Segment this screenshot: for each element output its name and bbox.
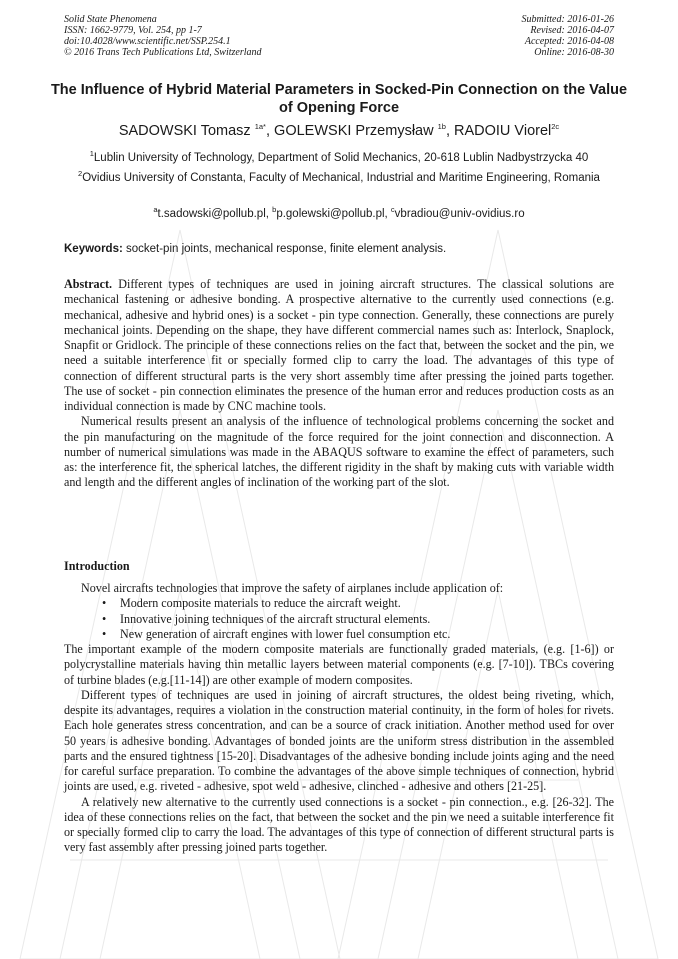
affiliation-text: Ovidius University of Constanta, Faculty of Mechanical, Industrial and Maritime Engineering, Romania [82, 172, 600, 184]
abstract-paragraph [64, 277, 614, 414]
keywords [64, 243, 614, 255]
author-affiliation: 2c [551, 122, 560, 132]
intro-paragraph: A relatively new alternative to the currently used connections is a socket - pin connection., e.g. [26-32]. The idea of these connections relies on the fact, that between the socket and the pin we need a suitable interference fit or specially formed clip to carry the load. The advantages of this type of connection of different structural parts is very fast assembly after pressing joined parts together. [64, 794, 614, 855]
list-item: • Innovative joining techniques of the aircraft structural elements. [64, 612, 614, 627]
abstract-paragraph: Numerical results present an analysis of the influence of technological problems concerning the socket and the pin manufacturing on the magnitude of the force required for the joint connection and disconnection. A number of numerical simulations was made in the ABAQUS software to examine the effect of parameters, such as: the interference fit, the spherical latches, the different rigidity in the shaft by making cuts with variable width and length and the different angles of inclination of the working part of the slot. [64, 414, 614, 490]
email-link[interactable]: p.golewski@pollub.pl, [276, 208, 391, 220]
date-submitted: Submitted: 2016-01-26 [521, 14, 614, 25]
affiliation-number: 2 [78, 169, 83, 179]
intro-paragraph: The important example of the modern composite materials are functionally graded materials, (e.g. [1-6]) or polycrystalline materials having thin metallic layers between material components (e.g. [7-10]). TBCs covering of turbine blades (e.g.[11-14]) are other example of modern composites. [64, 642, 614, 687]
author-emails [60, 207, 618, 222]
author-list [40, 123, 638, 139]
affiliation-1 [60, 151, 618, 166]
keywords-text: socket-pin joints, mechanical response, finite element analysis. [122, 243, 447, 255]
journal-issn: ISSN: 1662-9779, Vol. 254, pp 1-7 [64, 25, 202, 36]
date-accepted: Accepted: 2016-04-08 [524, 36, 614, 47]
journal-doi: doi:10.4028/www.scientific.net/SSP.254.1 [64, 36, 231, 47]
intro-lead: Novel aircrafts technologies that improve the safety of airplanes include application of: [81, 581, 504, 595]
email-link[interactable]: vbradiou@univ-ovidius.ro [394, 208, 525, 220]
affiliation-text: Lublin University of Technology, Department of Solid Mechanics, 20-618 Lublin Nadbystrzycka 40 [93, 152, 589, 164]
affiliation-2 [60, 171, 618, 186]
journal-info [64, 14, 262, 58]
intro-paragraph: Different types of techniques are used in joining of aircraft structures, the oldest being riveting, which, despite its advantages, requires a violation in the construction material continuity, in the form of holes for rivets. Each hole generates stress concentration, and can be a source of crack initiation. Another method used for over 50 years is adhesive bonding. Advantages of bonded joints are the uniform stress distribution in the assembled parts and the ensured tightness [15-20]. Disadvantages of the adhesive bonding include joints aging and the need for careful surface preparation. To combine the advantages of the above simple techniques of connection, hybrid joints are used, e.g. riveted - adhesive, spot weld - adhesive, clinched - adhesive and others [21-25]. [64, 687, 614, 794]
date-revised: Revised: 2016-04-07 [530, 25, 614, 36]
author-name: SADOWSKI Tomasz [118, 123, 255, 139]
abstract-text: Different types of techniques are used in joining aircraft structures. The classical solutions are mechanical fastening or adhesive bonding. A prospective alternative to the currently used connections (e.g. mechanical, adhesive and hybrid ones) is a socket - pin type connection. Generally, these connections are purely mechanical joints. Depending on the shape, they have different commercial names such as: Interlock, Snaplock, Snapfit or Gridlock. The principle of these connections relies on the fact that, between the socket and the pin, we need a suitable interference fit or specially formed clip to carry the load. The advantages of this type of connection of different structural parts is the very short assembly time after pressing the joined parts together. The use of socket - pin connection eliminates the presence of the human error and reduces production costs as an individual connection is made by CNC machine tools. [64, 277, 614, 413]
submission-dates [522, 14, 615, 58]
journal-copyright: © 2016 Trans Tech Publications Ltd, Switzerland [64, 47, 262, 58]
introduction-body [64, 581, 614, 856]
author-separator: , [445, 123, 455, 139]
keywords-label: Keywords: [64, 243, 123, 255]
date-online: Online: 2016-08-30 [534, 47, 614, 58]
journal-name: Solid State Phenomena [64, 14, 157, 25]
author-affiliation: 1a* [254, 122, 266, 132]
email-marker: a [153, 205, 158, 215]
list-item: • Modern composite materials to reduce the aircraft weight. [64, 596, 614, 611]
email-marker: b [272, 205, 277, 215]
affiliation-number: 1 [89, 149, 94, 159]
author-affiliation: 1b [437, 122, 446, 132]
abstract [64, 277, 614, 491]
author-name: GOLEWSKI Przemysław [274, 123, 438, 139]
section-heading: Introduction [64, 559, 130, 573]
bullet-list [64, 596, 614, 642]
email-marker: c [390, 205, 395, 215]
author-name: RADOIU Viorel [454, 123, 552, 139]
author-separator: , [265, 123, 275, 139]
list-item: • New generation of aircraft engines with lower fuel consumption etc. [64, 627, 614, 642]
email-link[interactable]: t.sadowski@pollub.pl, [157, 208, 273, 220]
paper-title: The Influence of Hybrid Material Parameters in Socked-Pin Connection on the Value of Opening Force [50, 82, 628, 116]
abstract-label: Abstract. [64, 277, 113, 291]
